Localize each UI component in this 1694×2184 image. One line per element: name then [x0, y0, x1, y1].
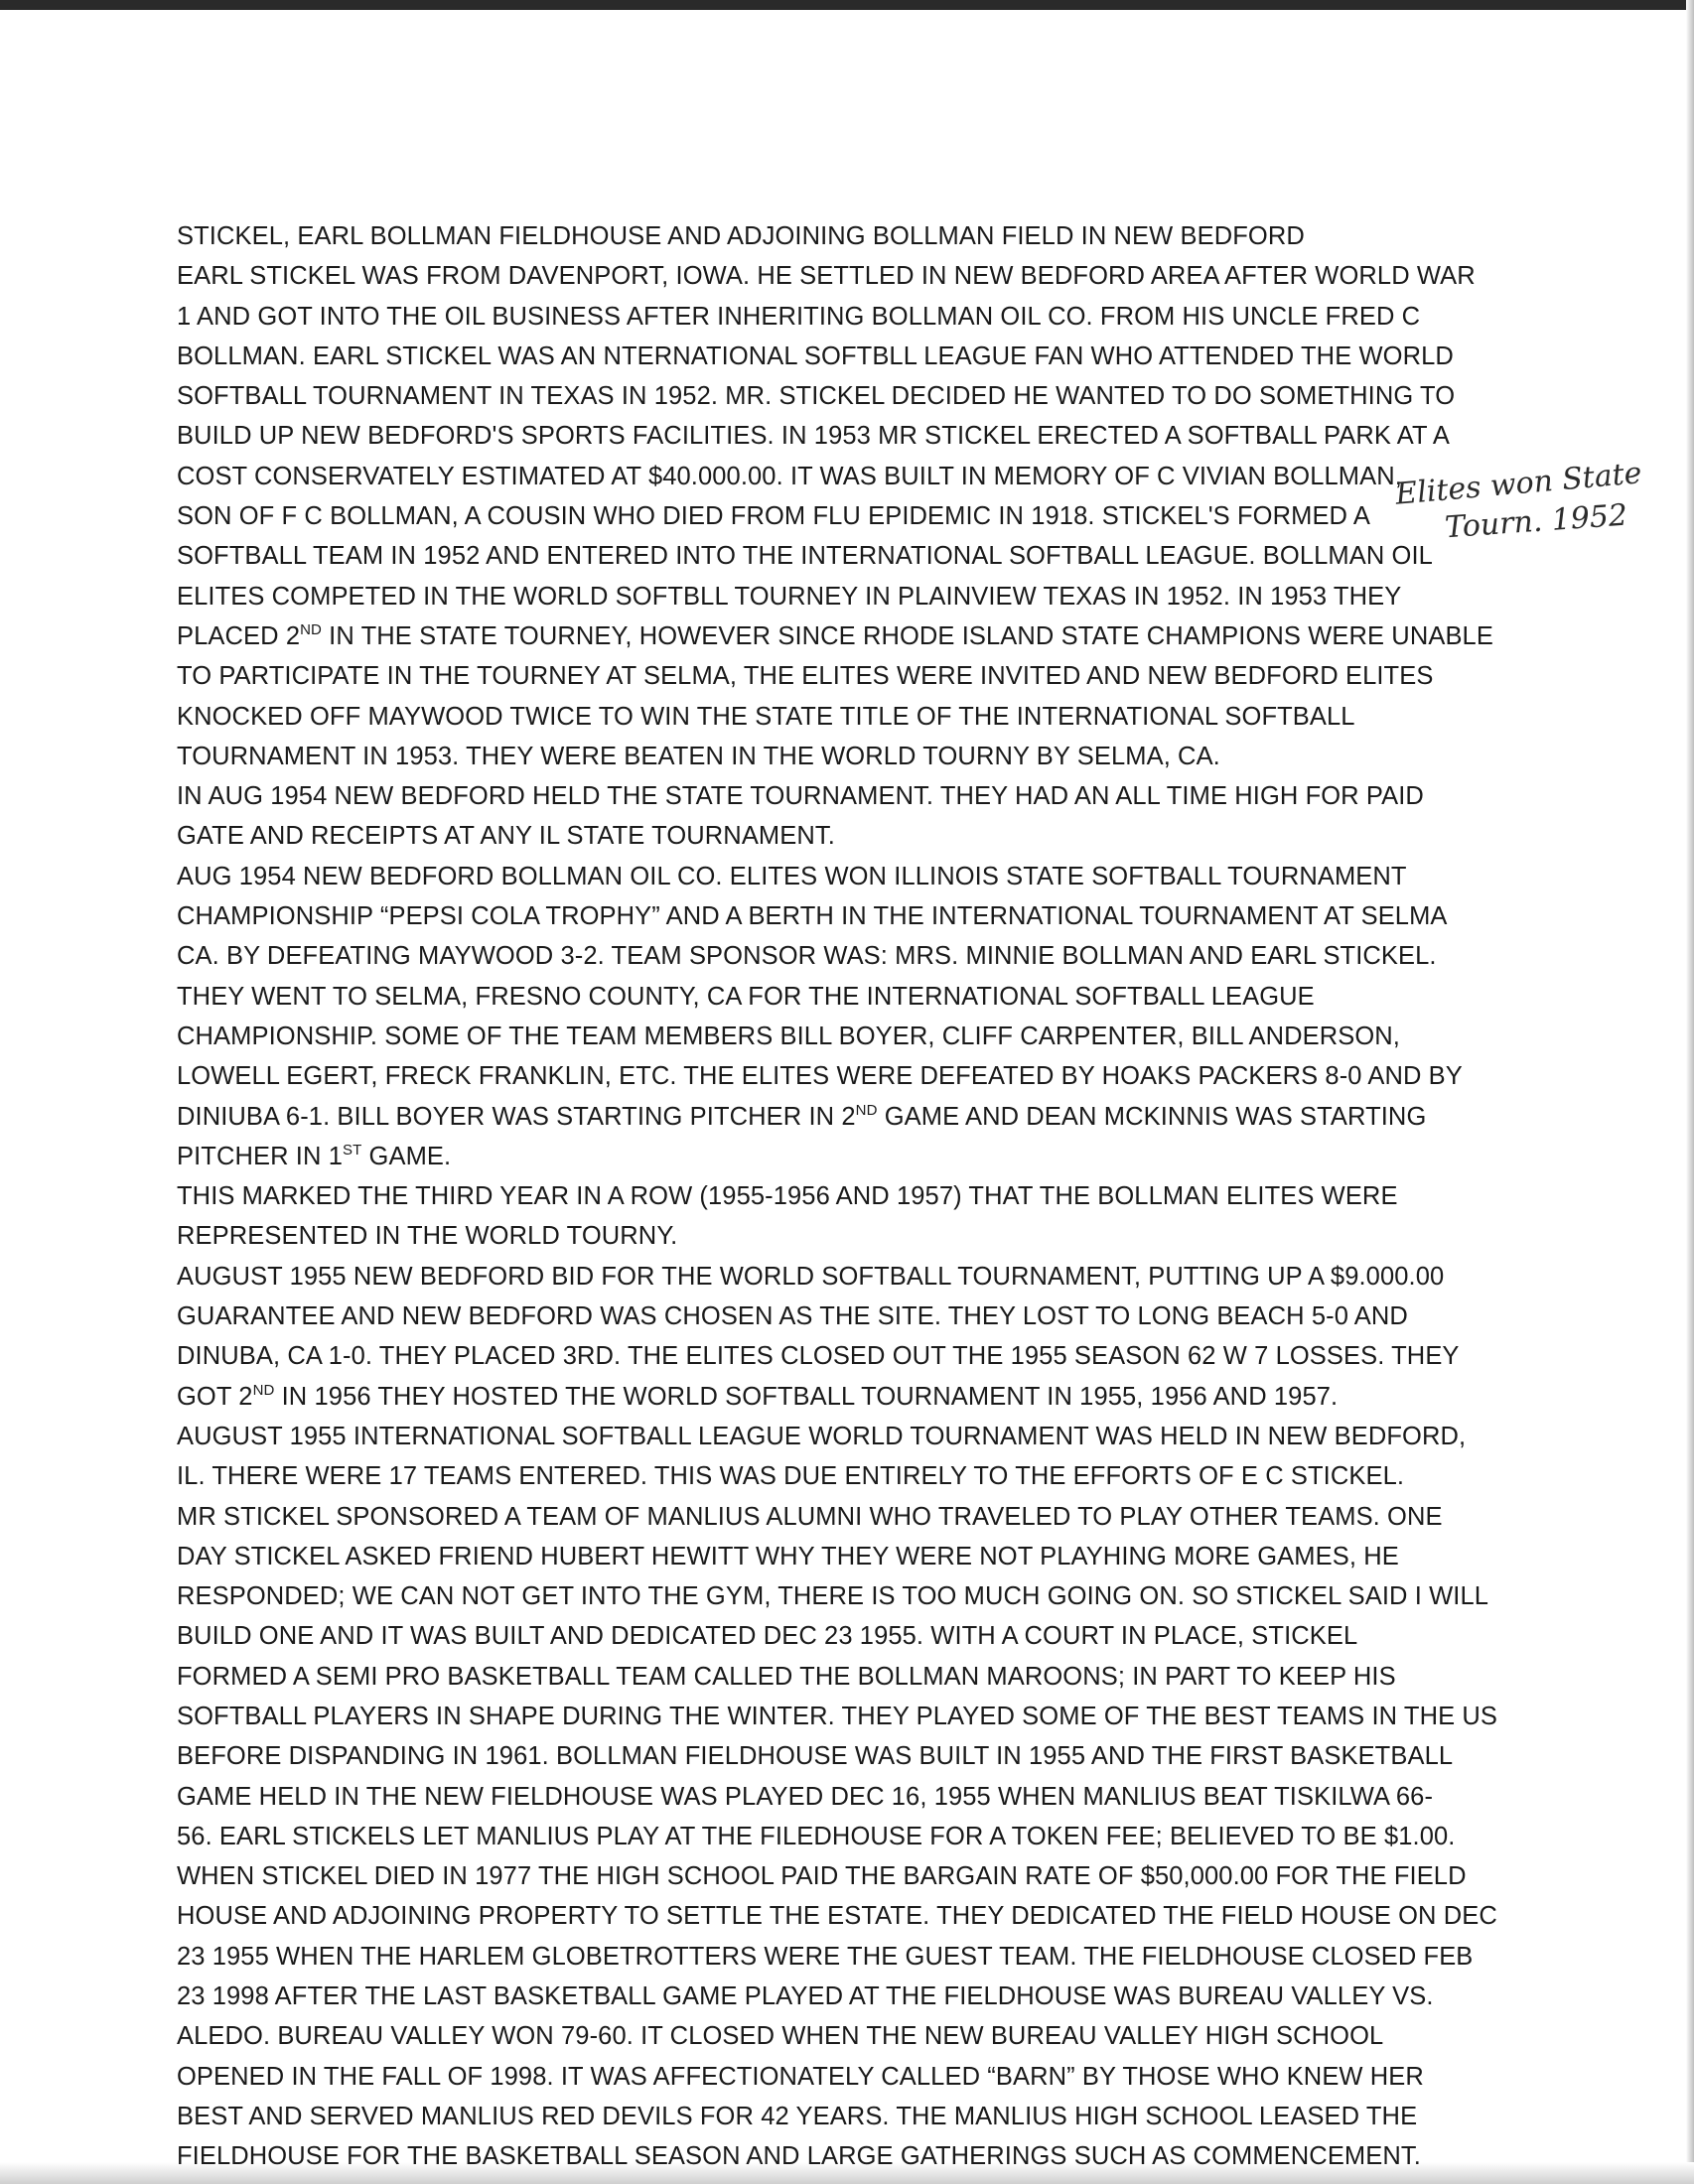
- text-segment: COST CONSERVATELY ESTIMATED AT $40.000.00. IT WAS BUILT IN MEMORY OF C VIVIAN BOLLMAN,: [177, 462, 1402, 490]
- document-body: [177, 216, 1497, 2177]
- text-line: [177, 697, 1497, 737]
- text-segment: HOUSE AND ADJOINING PROPERTY TO SETTLE THE ESTATE. THEY DEDICATED THE FIELD HOUSE ON DEC: [177, 1902, 1497, 1931]
- text-segment: REPRESENTED IN THE WORLD TOURNY.: [177, 1222, 678, 1251]
- text-line: [177, 1216, 1497, 1256]
- text-line: [177, 1616, 1497, 1656]
- text-segment: WHEN STICKEL DIED IN 1977 THE HIGH SCHOOL PAID THE BARGAIN RATE OF $50,000.00 FOR THE FIELD: [177, 1862, 1467, 1891]
- text-line: [177, 1856, 1497, 1896]
- scan-edge-right: [1686, 0, 1694, 2184]
- text-segment: CHAMPIONSHIP “PEPSI COLA TROPHY” AND A BERTH IN THE INTERNATIONAL TOURNAMENT AT SELMA: [177, 902, 1448, 931]
- text-segment: SOFTBALL TOURNAMENT IN TEXAS IN 1952. MR. STICKEL DECIDED HE WANTED TO DO SOMETHING TO: [177, 382, 1456, 411]
- text-segment: IN THE STATE TOURNEY, HOWEVER SINCE RHODE ISLAND STATE CHAMPIONS WERE UNABLE: [321, 621, 1493, 650]
- handwritten-note-line-1: Elites won State: [1393, 456, 1643, 512]
- text-segment: STICKEL, EARL BOLLMAN FIELDHOUSE AND ADJOINING BOLLMAN FIELD IN NEW BEDFORD: [177, 222, 1305, 250]
- text-segment: 23 1998 AFTER THE LAST BASKETBALL GAME PLAYED AT THE FIELDHOUSE WAS BUREAU VALLEY VS.: [177, 1982, 1434, 2011]
- text-line: [177, 1056, 1497, 1096]
- text-line: [177, 656, 1497, 696]
- text-segment: AUGUST 1955 NEW BEDFORD BID FOR THE WORLD SOFTBALL TOURNAMENT, PUTTING UP A $9.000.00: [177, 1262, 1445, 1291]
- text-line: [177, 1896, 1497, 1936]
- text-line: [177, 1456, 1497, 1496]
- text-segment: 1 AND GOT INTO THE OIL BUSINESS AFTER INHERITING BOLLMAN OIL CO. FROM HIS UNCLE FRED C: [177, 302, 1421, 331]
- text-line: [177, 536, 1497, 576]
- text-line: [177, 1736, 1497, 1776]
- text-segment: BUILD ONE AND IT WAS BUILT AND DEDICATED DEC 23 1955. WITH A COURT IN PLACE, STICKEL: [177, 1622, 1358, 1651]
- text-segment: KNOCKED OFF MAYWOOD TWICE TO WIN THE STATE TITLE OF THE INTERNATIONAL SOFTBALL: [177, 702, 1355, 731]
- text-segment: IN AUG 1954 NEW BEDFORD HELD THE STATE TOURNAMENT. THEY HAD AN ALL TIME HIGH FOR PAID: [177, 782, 1424, 811]
- text-segment: OPENED IN THE FALL OF 1998. IT WAS AFFECTIONATELY CALLED “BARN” BY THOSE WHO KNEW HER: [177, 2062, 1424, 2091]
- text-segment: PITCHER IN 1: [177, 1142, 343, 1170]
- text-line: [177, 2097, 1497, 2136]
- text-line: [177, 1097, 1497, 1137]
- text-line: [177, 1257, 1497, 1297]
- text-segment: GAME.: [361, 1142, 452, 1170]
- text-segment: FORMED A SEMI PRO BASKETBALL TEAM CALLED THE BOLLMAN MAROONS; IN PART TO KEEP HIS: [177, 1662, 1396, 1691]
- text-line: [177, 457, 1497, 496]
- text-line: [177, 1817, 1497, 1856]
- text-segment: TOURNAMENT IN 1953. THEY WERE BEATEN IN THE WORLD TOURNY BY SELMA, CA.: [177, 742, 1220, 770]
- text-line: [177, 2057, 1497, 2097]
- text-segment: LOWELL EGERT, FRECK FRANKLIN, ETC. THE ELITES WERE DEFEATED BY HOAKS PACKERS 8-0 AND BY: [177, 1062, 1463, 1091]
- text-segment: EARL STICKEL WAS FROM DAVENPORT, IOWA. HE SETTLED IN NEW BEDFORD AREA AFTER WORLD WAR: [177, 262, 1476, 291]
- text-line: [177, 297, 1497, 337]
- text-segment: 56. EARL STICKELS LET MANLIUS PLAY AT THE FILEDHOUSE FOR A TOKEN FEE; BELIEVED TO BE $1.00.: [177, 1822, 1456, 1850]
- text-segment: SON OF F C BOLLMAN, A COUSIN WHO DIED FROM FLU EPIDEMIC IN 1918. STICKEL'S FORMED A: [177, 502, 1370, 531]
- text-segment: GAME AND DEAN MCKINNIS WAS STARTING: [877, 1102, 1427, 1131]
- ordinal-suffix: ND: [855, 1101, 878, 1119]
- ordinal-suffix: ND: [252, 1381, 275, 1399]
- text-segment: PLACED 2: [177, 621, 301, 650]
- text-segment: IL. THERE WERE 17 TEAMS ENTERED. THIS WAS DUE ENTIRELY TO THE EFFORTS OF E C STICKEL.: [177, 1462, 1405, 1491]
- ordinal-suffix: ST: [342, 1141, 362, 1159]
- text-line: [177, 1777, 1497, 1817]
- text-line: [177, 896, 1497, 936]
- text-line: [177, 1137, 1497, 1176]
- text-line: [177, 1336, 1497, 1376]
- text-segment: BEFORE DISPANDING IN 1961. BOLLMAN FIELDHOUSE WAS BUILT IN 1955 AND THE FIRST BASKETBALL: [177, 1742, 1454, 1771]
- text-line: [177, 577, 1497, 616]
- text-segment: ELITES COMPETED IN THE WORLD SOFTBLL TOURNEY IN PLAINVIEW TEXAS IN 1952. IN 1953 THEY: [177, 582, 1402, 611]
- text-line: [177, 256, 1497, 296]
- text-segment: ALEDO. BUREAU VALLEY WON 79-60. IT CLOSED WHEN THE NEW BUREAU VALLEY HIGH SCHOOL: [177, 2022, 1384, 2051]
- text-line: [177, 416, 1497, 456]
- text-line: [177, 2016, 1497, 2056]
- text-segment: GAME HELD IN THE NEW FIELDHOUSE WAS PLAYED DEC 16, 1955 WHEN MANLIUS BEAT TISKILWA 66-: [177, 1782, 1434, 1811]
- text-segment: 23 1955 WHEN THE HARLEM GLOBETROTTERS WERE THE GUEST TEAM. THE FIELDHOUSE CLOSED FEB: [177, 1942, 1474, 1971]
- text-line: [177, 616, 1497, 656]
- text-segment: AUGUST 1955 INTERNATIONAL SOFTBALL LEAGUE WORLD TOURNAMENT WAS HELD IN NEW BEDFORD,: [177, 1422, 1467, 1450]
- text-segment: DAY STICKEL ASKED FRIEND HUBERT HEWITT WHY THEY WERE NOT PLAYHING MORE GAMES, HE: [177, 1542, 1399, 1570]
- handwritten-note-line-2: Tourn. 1952: [1444, 497, 1629, 546]
- text-segment: DINUBA, CA 1-0. THEY PLACED 3RD. THE ELITES CLOSED OUT THE 1955 SEASON 62 W 7 LOSSES. THEY: [177, 1342, 1460, 1371]
- text-segment: GATE AND RECEIPTS AT ANY IL STATE TOURNAMENT.: [177, 822, 835, 851]
- text-line: [177, 977, 1497, 1017]
- text-line: [177, 1697, 1497, 1736]
- text-segment: TO PARTICIPATE IN THE TOURNEY AT SELMA, THE ELITES WERE INVITED AND NEW BEDFORD ELITES: [177, 662, 1434, 691]
- text-segment: RESPONDED; WE CAN NOT GET INTO THE GYM, THERE IS TOO MUCH GOING ON. SO STICKEL SAID I WILL: [177, 1582, 1489, 1611]
- text-line: [177, 737, 1497, 776]
- text-segment: BEST AND SERVED MANLIUS RED DEVILS FOR 42 YEARS. THE MANLIUS HIGH SCHOOL LEASED THE: [177, 2102, 1418, 2130]
- text-segment: BUILD UP NEW BEDFORD'S SPORTS FACILITIES. IN 1953 MR STICKEL ERECTED A SOFTBALL PARK AT A: [177, 422, 1451, 451]
- text-segment: CHAMPIONSHIP. SOME OF THE TEAM MEMBERS BILL BOYER, CLIFF CARPENTER, BILL ANDERSON,: [177, 1022, 1400, 1050]
- ordinal-suffix: ND: [300, 620, 322, 638]
- text-line: [177, 496, 1497, 536]
- text-line: [177, 857, 1497, 896]
- text-line: [177, 1176, 1497, 1216]
- text-line: [177, 1497, 1497, 1537]
- text-line: [177, 216, 1497, 256]
- text-segment: THEY WENT TO SELMA, FRESNO COUNTY, CA FOR THE INTERNATIONAL SOFTBALL LEAGUE: [177, 982, 1315, 1011]
- text-line: [177, 776, 1497, 816]
- text-segment: CA. BY DEFEATING MAYWOOD 3-2. TEAM SPONSOR WAS: MRS. MINNIE BOLLMAN AND EARL STICKEL.: [177, 942, 1437, 971]
- text-segment: BOLLMAN. EARL STICKEL WAS AN NTERNATIONAL SOFTBLL LEAGUE FAN WHO ATTENDED THE WORLD: [177, 341, 1454, 370]
- text-segment: SOFTBALL TEAM IN 1952 AND ENTERED INTO THE INTERNATIONAL SOFTBALL LEAGUE. BOLLMAN OIL: [177, 542, 1433, 571]
- text-segment: GUARANTEE AND NEW BEDFORD WAS CHOSEN AS THE SITE. THEY LOST TO LONG BEACH 5-0 AND: [177, 1302, 1408, 1331]
- text-segment: DINIUBA 6-1. BILL BOYER WAS STARTING PITCHER IN 2: [177, 1102, 856, 1131]
- handwritten-note: [1393, 456, 1693, 546]
- text-line: [177, 1977, 1497, 2016]
- text-line: [177, 1937, 1497, 1977]
- text-line: [177, 1537, 1497, 1576]
- text-line: [177, 1017, 1497, 1056]
- text-line: [177, 376, 1497, 416]
- text-line: [177, 2136, 1497, 2176]
- text-line: [177, 1297, 1497, 1336]
- text-line: [177, 1417, 1497, 1456]
- text-line: [177, 1657, 1497, 1697]
- text-segment: IN 1956 THEY HOSTED THE WORLD SOFTBALL TOURNAMENT IN 1955, 1956 AND 1957.: [274, 1382, 1339, 1411]
- text-segment: FIELDHOUSE FOR THE BASKETBALL SEASON AND LARGE GATHERINGS SUCH AS COMMENCEMENT.: [177, 2142, 1421, 2171]
- text-segment: AUG 1954 NEW BEDFORD BOLLMAN OIL CO. ELITES WON ILLINOIS STATE SOFTBALL TOURNAMENT: [177, 862, 1407, 890]
- text-segment: SOFTBALL PLAYERS IN SHAPE DURING THE WINTER. THEY PLAYED SOME OF THE BEST TEAMS IN THE US: [177, 1702, 1498, 1730]
- text-line: [177, 337, 1497, 376]
- text-line: [177, 816, 1497, 856]
- text-segment: GOT 2: [177, 1382, 253, 1411]
- text-line: [177, 1576, 1497, 1616]
- text-line: [177, 936, 1497, 976]
- text-segment: THIS MARKED THE THIRD YEAR IN A ROW (1955-1956 AND 1957) THAT THE BOLLMAN ELITES WERE: [177, 1182, 1398, 1211]
- text-line: [177, 1377, 1497, 1417]
- scan-edge-top: [0, 0, 1694, 10]
- text-segment: MR STICKEL SPONSORED A TEAM OF MANLIUS ALUMNI WHO TRAVELED TO PLAY OTHER TEAMS. ONE: [177, 1502, 1443, 1531]
